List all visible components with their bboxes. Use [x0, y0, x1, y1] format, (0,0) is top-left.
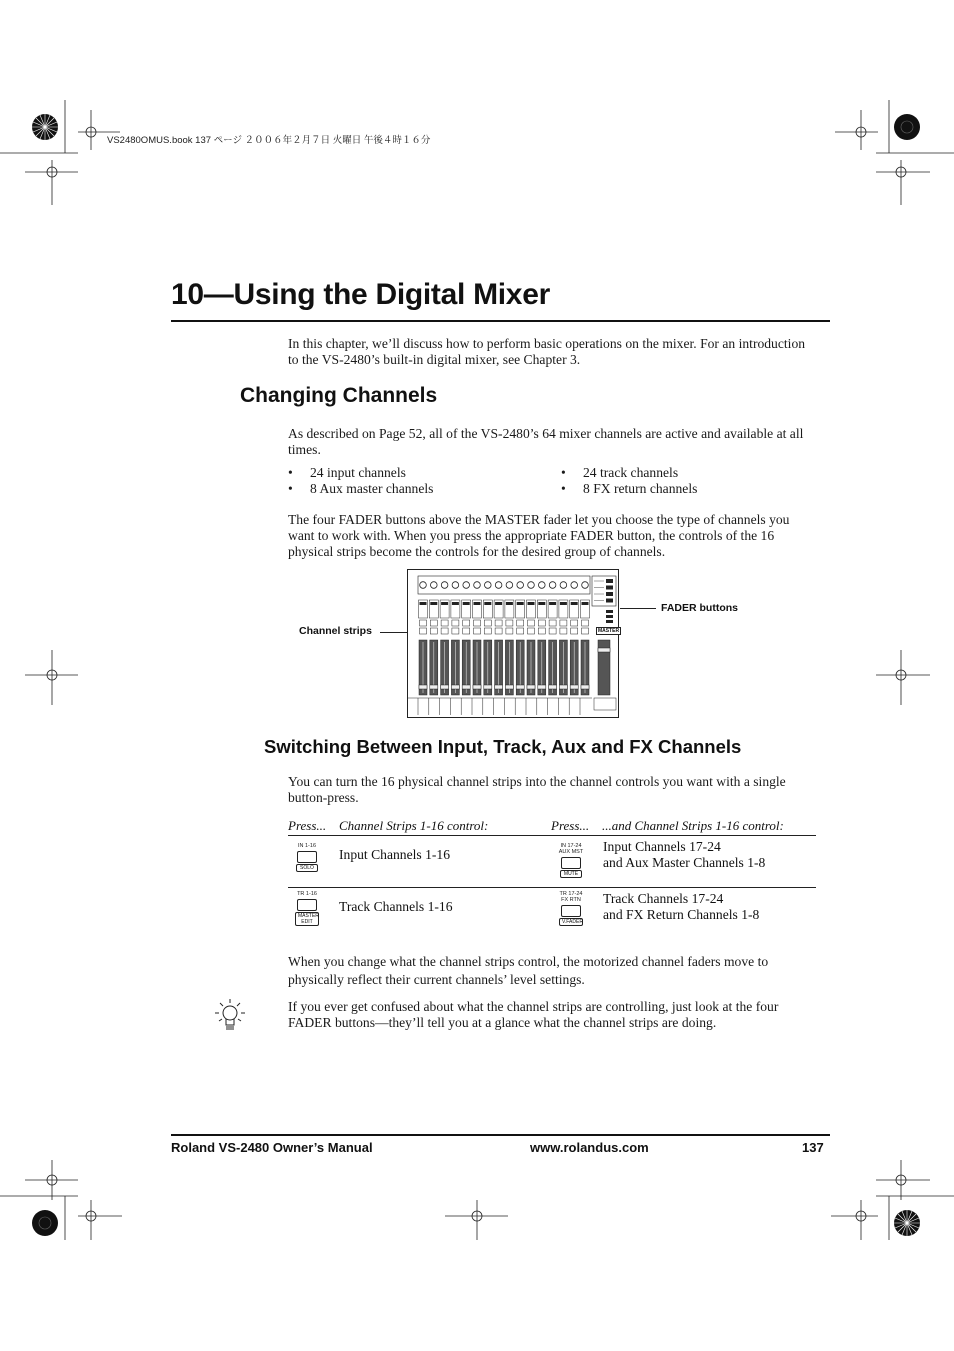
strip-select-box: [452, 628, 459, 634]
fader-button: [606, 579, 613, 583]
strip-select-box: [538, 628, 545, 634]
fader-cap: [484, 685, 492, 689]
callout-line-right: [620, 608, 656, 609]
strip-number-box: [441, 620, 448, 626]
strip-select-box: [420, 628, 427, 634]
section-heading-changing-channels: Changing Channels: [240, 384, 438, 407]
strip-button: [517, 602, 524, 605]
strip-number-box: [430, 620, 437, 626]
page-number: 137: [802, 1140, 824, 1155]
button-label: SOLO: [296, 864, 318, 872]
strip-button: [549, 602, 556, 605]
strip-button: [441, 602, 448, 605]
table-rule-top: [288, 835, 816, 836]
fader-cap: [516, 685, 524, 689]
strip-number-box: [582, 620, 589, 626]
table-header-control-2: ...and Channel Strips 1-16 control:: [602, 818, 784, 833]
motorized-faders-paragraph: When you change what the channel strips control, the motorized channel faders move to physically reflect their current channels’ level settings.: [288, 954, 769, 987]
in-1-16-solo-button-illustration: [292, 843, 322, 872]
fader-cap: [473, 685, 481, 689]
master-label: MASTER: [598, 628, 620, 634]
fader-cap: [451, 685, 459, 689]
tr-1-16-master-edit-button-illustration: [292, 891, 322, 926]
button-label: MASTER EDIT: [295, 912, 319, 926]
table-cell: and Aux Master Channels 1-8: [603, 855, 766, 870]
fader-cap: [430, 685, 438, 689]
button-caption: TR 17-24 FX RTN: [559, 891, 583, 903]
strip-number-box: [517, 620, 524, 626]
channel-knob: [420, 582, 427, 589]
table-header-press-1: Press...: [288, 818, 327, 833]
table-header-control-1: Channel Strips 1-16 control:: [339, 818, 489, 833]
channel-knob: [463, 582, 470, 589]
button-key: [561, 857, 581, 869]
table-header-press-2: Press...: [551, 818, 590, 833]
fader-button: [606, 610, 613, 613]
fader-cap: [441, 685, 449, 689]
fader-button: [606, 620, 613, 623]
channel-knob: [517, 582, 524, 589]
button-caption: TR 1-16: [297, 891, 317, 897]
fader-button: [606, 615, 613, 618]
fader-button: [606, 592, 613, 596]
fader-cap: [559, 685, 567, 689]
strip-number-box: [474, 620, 481, 626]
strip-number-box: [560, 620, 567, 626]
callout-line-left: [380, 632, 407, 633]
strip-button: [571, 602, 578, 605]
channel-knob: [571, 582, 578, 589]
strip-number-box: [495, 620, 502, 626]
strip-number-box: [538, 620, 545, 626]
mixer-diagram: [408, 570, 618, 717]
channel-knob: [539, 582, 546, 589]
table-cell: Input Channels 17-24: [603, 839, 721, 854]
callout-fader-buttons: FADER buttons: [661, 602, 738, 614]
strip-number-box: [420, 620, 427, 626]
strip-button: [484, 602, 491, 605]
fader-cap: [538, 685, 546, 689]
channel-knob: [441, 582, 448, 589]
bullet-symbol: •: [288, 481, 293, 496]
bullet-text: 8 Aux master channels: [310, 481, 434, 496]
footer-rule: [171, 1134, 830, 1136]
bullet-text: 24 track channels: [583, 465, 679, 480]
title-rule: [171, 320, 830, 322]
strip-button: [452, 602, 459, 605]
channel-knob: [474, 582, 481, 589]
fader-buttons-paragraph: The four FADER buttons above the MASTER fader let you choose the type of channels you want to work with. When you press the appropriate FADER button, the controls of the 16 physical strips become the controls for the desired group of channels.: [288, 512, 790, 559]
fader-button: [606, 599, 613, 603]
strip-button: [420, 602, 427, 605]
fader-cap: [527, 685, 535, 689]
table-rule-middle: [288, 887, 816, 888]
table-cell: and FX Return Channels 1-8: [603, 907, 760, 922]
strip-select-box: [517, 628, 524, 634]
strip-button: [495, 602, 502, 605]
fader-cap: [581, 685, 589, 689]
intro-paragraph: In this chapter, we’ll discuss how to perform basic operations on the mixer. For an introduction to the VS-2480’s built-in digital mixer, see Chapter 3.: [288, 336, 806, 367]
master-fader-cap: [598, 648, 610, 652]
button-caption: IN 1-16: [297, 843, 317, 849]
fader-cap: [570, 685, 578, 689]
strip-button: [582, 602, 589, 605]
channel-knob: [506, 582, 513, 589]
button-key: [297, 851, 317, 863]
button-key: [297, 899, 317, 911]
bullet-text: 24 input channels: [310, 465, 406, 480]
master-bottom-panel: [594, 698, 616, 710]
fader-cap: [549, 685, 557, 689]
strip-select-box: [549, 628, 556, 634]
table-cell: Track Channels 17-24: [603, 891, 724, 906]
channel-knob: [528, 582, 535, 589]
channel-knob: [495, 582, 502, 589]
button-caption: IN 17-24 AUX MST: [558, 843, 584, 855]
strip-button: [560, 602, 567, 605]
channel-knob: [582, 582, 589, 589]
strip-select-box: [560, 628, 567, 634]
channel-knob: [560, 582, 567, 589]
fader-cap: [505, 685, 513, 689]
strip-select-box: [463, 628, 470, 634]
strip-button: [463, 602, 470, 605]
section-heading-switching: Switching Between Input, Track, Aux and FX Channels: [264, 736, 742, 757]
strip-select-box: [474, 628, 481, 634]
strip-select-box: [506, 628, 513, 634]
bullet-symbol: •: [288, 465, 293, 480]
strip-button: [538, 602, 545, 605]
fader-cap: [462, 685, 470, 689]
strip-button: [506, 602, 513, 605]
strip-select-box: [495, 628, 502, 634]
strip-button: [474, 602, 481, 605]
strip-select-box: [441, 628, 448, 634]
changing-channels-paragraph: As described on Page 52, all of the VS-2480’s 64 mixer channels are active and available at all times.: [288, 426, 804, 457]
strip-number-box: [484, 620, 491, 626]
strip-select-box: [528, 628, 535, 634]
strip-select-box: [430, 628, 437, 634]
strip-select-box: [582, 628, 589, 634]
button-label: MUTE: [560, 870, 582, 878]
table-cell: Input Channels 1-16: [339, 847, 451, 862]
tr-17-24-fx-rtn-vfader-button-illustration: [556, 891, 586, 926]
chapter-title: 10—Using the Digital Mixer: [171, 278, 550, 311]
footer-manual-title: Roland VS-2480 Owner’s Manual: [171, 1140, 373, 1155]
switching-paragraph: You can turn the 16 physical channel strips into the channel controls you want with a single button-press.: [288, 774, 786, 805]
footer-website: www.rolandus.com: [530, 1140, 649, 1155]
strip-select-box: [571, 628, 578, 634]
bullet-text: 8 FX return channels: [583, 481, 698, 496]
fader-button: [606, 586, 613, 590]
strip-number-box: [571, 620, 578, 626]
strip-number-box: [452, 620, 459, 626]
lightbulb-tip-icon: [213, 997, 247, 1035]
strip-number-box: [549, 620, 556, 626]
print-header-stamp: VS2480OMUS.book 137 ページ ２００６年２月７日 火曜日 午後４時１６分: [107, 135, 431, 146]
button-key: [561, 905, 581, 917]
in-17-24-aux-mst-mute-button-illustration: [556, 843, 586, 878]
bullet-symbol: •: [561, 481, 566, 496]
strip-button: [528, 602, 535, 605]
strip-number-box: [528, 620, 535, 626]
strip-select-box: [484, 628, 491, 634]
table-cell: Track Channels 1-16: [339, 899, 453, 914]
strip-number-box: [463, 620, 470, 626]
tip-paragraph: If you ever get confused about what the channel strips are controlling, just look at the four FADER buttons—they’ll tell you at a glance what the channel strips are doing.: [288, 999, 779, 1030]
fader-cap: [495, 685, 503, 689]
channel-knob: [431, 582, 438, 589]
button-label: V.FADER: [559, 918, 583, 926]
fader-cap: [419, 685, 427, 689]
mixer-surface-illustration: [407, 569, 619, 718]
bullet-symbol: •: [561, 465, 566, 480]
channel-knob: [549, 582, 556, 589]
callout-channel-strips: Channel strips: [299, 625, 372, 637]
strip-button: [430, 602, 437, 605]
channel-knob: [485, 582, 492, 589]
channel-knob: [452, 582, 459, 589]
strip-number-box: [506, 620, 513, 626]
